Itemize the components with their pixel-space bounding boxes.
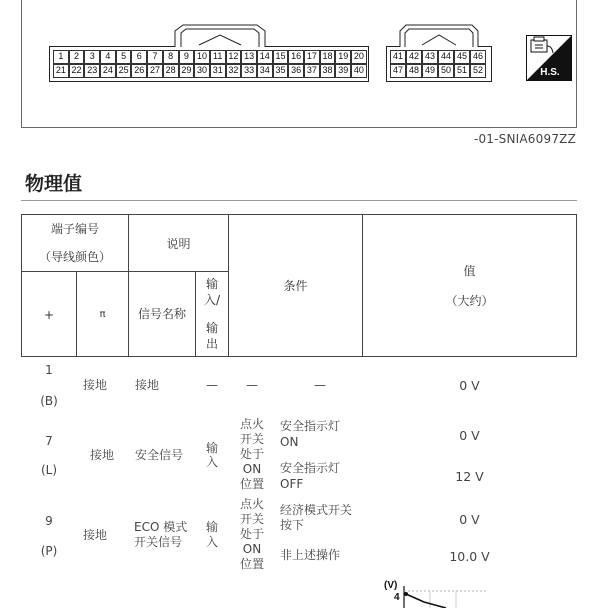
row-io-2: 入 xyxy=(205,455,218,469)
connector-pin: 36 xyxy=(288,64,304,78)
connector-pin: 21 xyxy=(53,64,69,78)
row-condition-state-4: ON xyxy=(242,462,262,476)
connector-pin: 16 xyxy=(288,50,304,64)
header-io-4: 出 xyxy=(205,337,218,351)
connector-pin: 26 xyxy=(131,64,147,78)
row-condition-detail: 非上述操作 xyxy=(280,548,341,562)
connector-pin: 17 xyxy=(304,50,320,64)
connector-pin: 29 xyxy=(179,64,195,78)
row-condition-state: — xyxy=(246,378,258,392)
connector-pin: 34 xyxy=(257,64,273,78)
row-condition-detail: 按下 xyxy=(280,518,305,532)
graph-waveform-point xyxy=(404,592,408,596)
row-signal-name: 开关信号 xyxy=(134,535,183,549)
connector-pin: 39 xyxy=(335,64,351,78)
row-value: 10.0 V xyxy=(449,549,490,564)
row-signal-name: 接地 xyxy=(135,378,160,392)
connector-pin: 30 xyxy=(194,64,210,78)
row-condition-state-5: 位置 xyxy=(239,477,264,491)
header-value-approx: （大约） xyxy=(445,294,494,308)
header-io-3: 输 xyxy=(205,321,218,335)
header-terminal-no: 端子编号 xyxy=(50,222,99,236)
row-condition-state-1: 点火 xyxy=(239,497,264,511)
connector-pin: 20 xyxy=(351,50,367,64)
row-signal-name: 安全信号 xyxy=(135,448,184,462)
connector-pin: 37 xyxy=(304,64,320,78)
connector-pin: 22 xyxy=(69,64,85,78)
connector-pin: 51 xyxy=(454,64,470,78)
connector-pin: 50 xyxy=(438,64,454,78)
harness-side-badge xyxy=(526,35,572,81)
connector-figure-frame xyxy=(21,0,577,128)
row-minus-terminal: 接地 xyxy=(82,378,107,392)
row-value: 12 V xyxy=(455,469,484,484)
row-condition-detail: ON xyxy=(280,435,299,449)
connector-pin: 6 xyxy=(131,50,147,64)
connector-pin: 40 xyxy=(351,64,367,78)
row-condition-state-3: 处于 xyxy=(239,527,264,541)
row-condition-state-2: 开关 xyxy=(239,512,264,526)
header-divider xyxy=(362,214,363,357)
connector-pin: 27 xyxy=(147,64,163,78)
connector-pin: 35 xyxy=(273,64,289,78)
connector-pin: 23 xyxy=(84,64,100,78)
header-value: 值 xyxy=(463,264,476,278)
connector-pin: 31 xyxy=(210,64,226,78)
connector-pin: 42 xyxy=(406,50,422,64)
connector-pin: 7 xyxy=(147,50,163,64)
row-value: 0 V xyxy=(459,428,480,443)
row-condition-detail: 经济模式开关 xyxy=(280,503,353,517)
row-condition-state-2: 开关 xyxy=(239,432,264,446)
connector-pin: 24 xyxy=(100,64,116,78)
header-io-2: 入/ xyxy=(203,293,221,307)
row-io-1: 输 xyxy=(205,441,218,455)
row-condition-detail: OFF xyxy=(280,477,304,491)
connector-pin: 8 xyxy=(163,50,179,64)
connector-pin: 28 xyxy=(163,64,179,78)
row-plus-terminal: 1 xyxy=(45,363,53,377)
header-signal-name: 信号名称 xyxy=(137,307,186,321)
connector-pin: 10 xyxy=(194,50,210,64)
connector-pin: 4 xyxy=(100,50,116,64)
header-io-1: 输 xyxy=(205,277,218,291)
connector-pin: 25 xyxy=(116,64,132,78)
connector-pin: 14 xyxy=(257,50,273,64)
connector-pin: 5 xyxy=(116,50,132,64)
row-signal-name: ECO 模式 xyxy=(134,520,188,534)
header-plus: + xyxy=(43,308,55,322)
row-condition-state-3: 处于 xyxy=(239,447,264,461)
row-plus-color: (B) xyxy=(40,394,58,408)
row-io-2: 入 xyxy=(205,535,218,549)
hs-badge-label: H.S. xyxy=(540,67,560,78)
header-condition: 条件 xyxy=(283,279,308,293)
connector-pin: 12 xyxy=(226,50,242,64)
graph-y-unit: (V) xyxy=(384,580,398,591)
waveform-graph xyxy=(384,578,494,608)
row-condition-detail: 安全指示灯 xyxy=(280,419,341,433)
row-condition-state-1: 点火 xyxy=(239,417,264,431)
row-plus-color: (P) xyxy=(40,544,58,558)
figure-code: -01-SNIA6097ZZ xyxy=(473,132,576,146)
graph-waveform xyxy=(406,594,446,608)
row-condition-state-5: 位置 xyxy=(239,557,264,571)
row-minus-terminal: 接地 xyxy=(82,528,107,542)
connector-pin: 45 xyxy=(454,50,470,64)
connector-pin: 2 xyxy=(69,50,85,64)
connector-pin: 47 xyxy=(390,64,406,78)
connector-pin: 1 xyxy=(53,50,69,64)
row-plus-color: (L) xyxy=(40,463,58,477)
row-plus-terminal: 9 xyxy=(45,514,53,528)
connector-pin: 32 xyxy=(226,64,242,78)
connector-pin: 41 xyxy=(390,50,406,64)
row-io-1: 输 xyxy=(205,520,218,534)
connector-pin: 44 xyxy=(438,50,454,64)
header-description: 说明 xyxy=(166,237,191,251)
connector-pin: 9 xyxy=(179,50,195,64)
row-io: — xyxy=(206,378,218,392)
connector-b-latch xyxy=(386,25,492,49)
connector-pin: 11 xyxy=(210,50,226,64)
section-title: 物理值 xyxy=(25,173,83,195)
connector-pin: 15 xyxy=(273,50,289,64)
connector-pin: 52 xyxy=(470,64,486,78)
connector-pin: 43 xyxy=(422,50,438,64)
header-divider xyxy=(21,271,228,272)
connector-pin: 33 xyxy=(241,64,257,78)
row-value: 0 V xyxy=(459,378,480,393)
connector-pin: 18 xyxy=(320,50,336,64)
connector-pin: 49 xyxy=(422,64,438,78)
row-condition-detail: — xyxy=(314,378,326,392)
header-wire-color: （导线颜色） xyxy=(38,250,111,264)
row-value: 0 V xyxy=(459,512,480,527)
connector-pin: 13 xyxy=(241,50,257,64)
header-minus: π xyxy=(99,309,106,320)
connector-pin: 46 xyxy=(470,50,486,64)
connector-b-pins xyxy=(390,50,486,78)
connector-pin: 38 xyxy=(320,64,336,78)
row-plus-terminal: 7 xyxy=(45,434,53,448)
row-minus-terminal: 接地 xyxy=(89,448,114,462)
connector-pin: 19 xyxy=(335,50,351,64)
connector-a-latch xyxy=(49,25,369,49)
row-condition-state-4: ON xyxy=(242,542,262,556)
connector-pin: 48 xyxy=(406,64,422,78)
graph-y-tick: 4 xyxy=(394,592,400,603)
connector-pin: 3 xyxy=(84,50,100,64)
section-rule xyxy=(21,200,577,201)
row-condition-detail: 安全指示灯 xyxy=(280,461,341,475)
connector-a-pins xyxy=(53,50,367,78)
